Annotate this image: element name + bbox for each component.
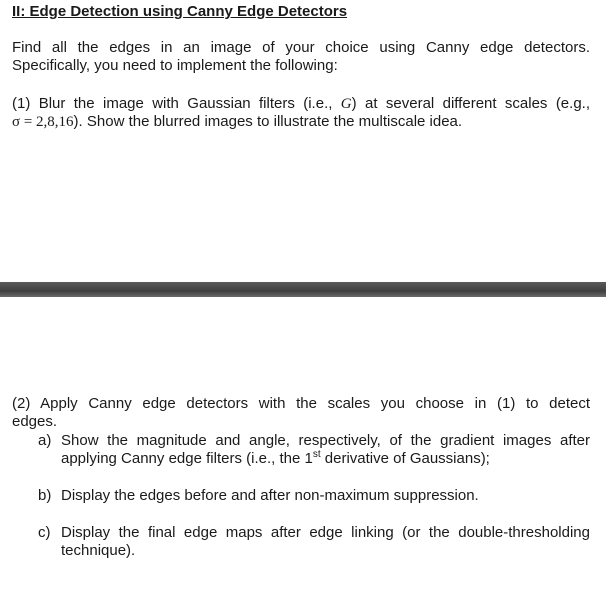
list-item-body — [61, 432, 590, 468]
list-item-a-line-2 — [61, 450, 590, 468]
intro-line-1: Find all the edges in an image of your choice using Canny edge detectors. — [12, 39, 590, 56]
list-item-a-line-1: Show the magnitude and angle, respectively, of the gradient images after — [61, 432, 590, 449]
step-1-line-1 — [12, 95, 590, 113]
superscript-st: st — [312, 449, 321, 460]
list-item-c-line-1: Display the final edge maps after edge linking (or the double-thresholding — [61, 524, 590, 541]
step-1-text-a: (1) Blur the image with Gaussian filters (i.e., — [12, 95, 341, 112]
list-item-letter: a) — [38, 432, 52, 449]
step-1-text-b: ) at several different scales (e.g., — [351, 95, 590, 112]
list-item-letter: b) — [38, 487, 52, 504]
step-1-line-2 — [12, 113, 590, 131]
list-item-b — [38, 487, 590, 505]
step-2-paragraph — [12, 395, 590, 431]
page-divider — [0, 282, 606, 297]
list-item-body — [61, 524, 590, 560]
list-item-b-line-1: Display the edges before and after non-maximum suppression. — [61, 487, 479, 504]
list-item-a-text: applying Canny edge filters (i.e., the 1 — [61, 450, 313, 467]
step-2-line-1: (2) Apply Canny edge detectors with the scales you choose in (1) to detect — [12, 395, 590, 412]
intro-line-2: Specifically, you need to implement the following: — [12, 57, 338, 74]
step-1-text-c: ). Show the blurred images to illustrate the multiscale idea. — [73, 113, 463, 130]
list-item-body — [61, 487, 590, 505]
gaussian-symbol: G — [340, 96, 352, 112]
section-title: II: Edge Detection using Canny Edge Detectors — [12, 3, 348, 20]
list-item-c-line-2: technique). — [61, 542, 136, 559]
list-item-c — [38, 524, 590, 560]
sigma-values: σ = 2,8,16 — [12, 114, 74, 130]
step-1-paragraph — [12, 95, 590, 131]
intro-paragraph — [12, 39, 590, 75]
list-item-a-text-end: derivative of Gaussians); — [320, 450, 490, 467]
list-item-letter: c) — [38, 524, 51, 541]
step-2-line-2: edges. — [12, 413, 58, 430]
list-item-a — [38, 432, 590, 468]
